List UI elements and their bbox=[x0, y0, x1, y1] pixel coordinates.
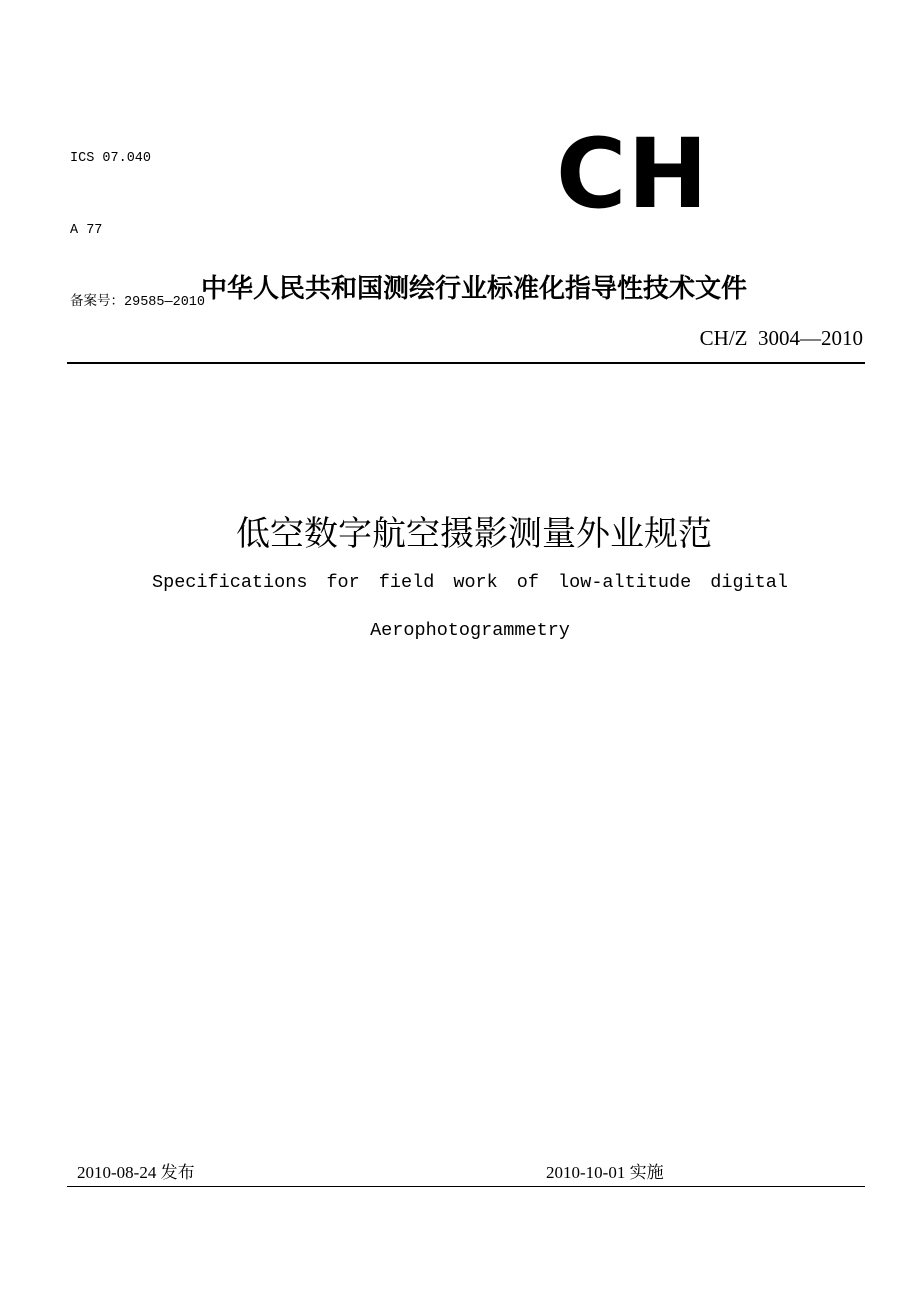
ch-logo: CH bbox=[556, 118, 709, 230]
document-title-chinese: 低空数字航空摄影测量外业规范 bbox=[236, 514, 712, 554]
standard-number: CH/Z 3004—2010 bbox=[699, 326, 863, 350]
document-title-english-line-2: Aerophotogrammetry bbox=[370, 620, 570, 641]
bottom-divider bbox=[67, 1186, 865, 1187]
ics-code: ICS 07.040 bbox=[70, 151, 152, 166]
effective-date: 2010-10-01 实施 bbox=[546, 1163, 664, 1182]
publish-date: 2010-08-24 发布 bbox=[77, 1163, 195, 1182]
classification-code: A 77 bbox=[70, 223, 103, 238]
top-divider bbox=[67, 362, 865, 364]
issuer-title: 中华人民共和国测绘行业标准化指导性技术文件 bbox=[200, 274, 747, 304]
record-number: 备案号：29585—2010 bbox=[70, 295, 206, 310]
document-title-english-line-1: Specifications for field work of low-altitude digital bbox=[152, 572, 788, 593]
